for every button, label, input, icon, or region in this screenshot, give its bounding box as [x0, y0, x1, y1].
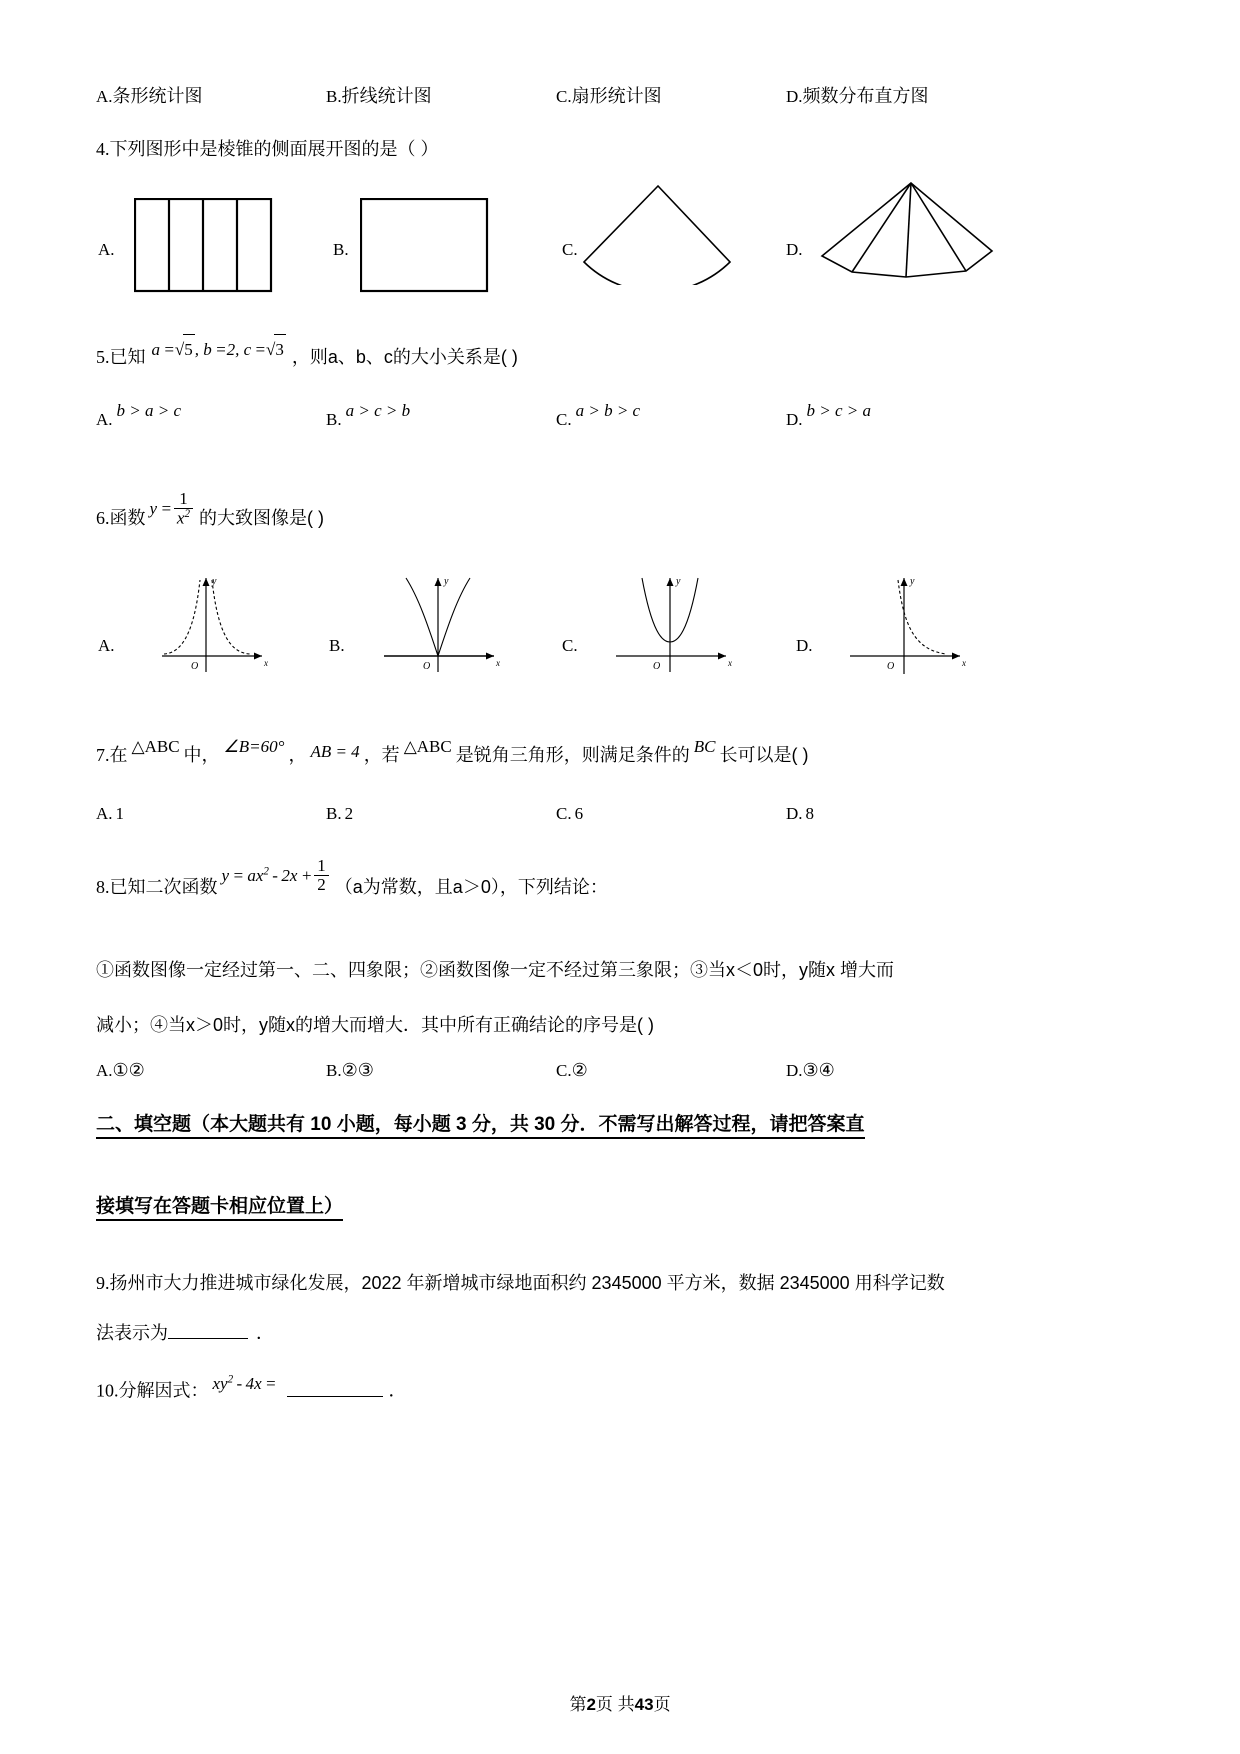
q6-option-b-graph[interactable] [358, 560, 508, 690]
section-2-heading-line2 [96, 1192, 1056, 1222]
q8-option-b-text: ②③ [341, 1060, 374, 1080]
svg-text:y: y [212, 576, 217, 587]
q9-line1 [96, 1268, 1056, 1298]
q8-options-row [96, 1058, 1056, 1083]
q7-option-d-text: 8 [805, 804, 815, 823]
q5-option-d[interactable] [786, 401, 1016, 432]
q6-number: 6. [96, 508, 110, 529]
q10-number: 10. [96, 1380, 119, 1401]
q8-prefix: 已知二次函数 [109, 876, 218, 897]
circular-sector-icon [578, 180, 738, 285]
q8-conclusions-line1: ①函数图像一定经过第一、二、四象限；②函数图像一定不经过第三象限；③当x＜0时，y随x 增大而 [96, 960, 895, 980]
q6-formula: y = $\frac{1}{x^2}$ [150, 499, 196, 518]
q8-formula: $y = ax^2 - 2x$ + $\frac{1}{2}$ [222, 866, 331, 885]
q7-side-ab: AB = 4 [310, 742, 360, 761]
upward-parabola-graph-icon [590, 560, 740, 685]
q8-option-d-label: D. [786, 1061, 803, 1080]
q6-stem-inline [96, 489, 324, 529]
q7-triangle-2: △ABC [403, 737, 452, 756]
svg-text:O: O [423, 661, 431, 672]
q4-stem-text: 下列图形中是棱锥的侧面展开图的是（ ） [109, 139, 439, 159]
svg-text:y: y [910, 576, 915, 587]
q4-option-b-label: B. [333, 240, 349, 259]
q4-option-b-figure[interactable] [360, 198, 490, 298]
q10-suffix: ． [388, 1380, 407, 1401]
q8-option-a-text: ①② [112, 1060, 145, 1080]
q4-number: 4. [96, 139, 110, 159]
q4-figures-row [96, 178, 1056, 298]
q8-option-b-label: B. [326, 1061, 342, 1080]
q6-option-d-label: D. [796, 636, 813, 655]
q6-option-c-label: C. [562, 636, 578, 655]
q6-suffix: 的大致图像是( ) [199, 508, 324, 529]
section-2-desc-line1: （本大题共有 10 小题，每小题 3 分，共 30 分．不需写出解答过程，请把答案直 [191, 1114, 865, 1139]
q4-option-d-figure[interactable] [806, 178, 996, 288]
q7-angle-b: ∠B=60° [223, 737, 285, 756]
svg-text:x: x [496, 658, 500, 668]
q7-option-a[interactable] [96, 802, 326, 826]
q6-graphs-row [96, 560, 1056, 700]
q7-options-row [96, 802, 1056, 826]
footer-total-pages: 43 [634, 1695, 654, 1714]
q4-option-d-label: D. [786, 240, 803, 259]
q5-formula: a =√5 , b =2, c =√3 [152, 340, 286, 359]
q7-option-c-label: C. [556, 804, 572, 823]
q5-stem [96, 342, 1056, 373]
even-reciprocal-square-graph-icon [126, 560, 276, 685]
q7-part-0: 在 [109, 745, 128, 765]
plain-rectangle-icon [360, 198, 490, 293]
q3-option-d-text: 频数分布直方图 [802, 86, 929, 106]
q7-option-d[interactable] [786, 802, 1016, 826]
rectangle-with-vertical-dividers-icon [134, 198, 274, 293]
q7-option-b-text: 2 [344, 804, 354, 823]
section-2-desc-line2: 接填写在答题卡相应位置上） [96, 1196, 343, 1221]
q8-option-c[interactable] [556, 1058, 786, 1083]
q8-stem [96, 856, 1056, 906]
q3-option-a[interactable] [96, 84, 326, 109]
q9-line2-suffix: ． [256, 1323, 274, 1343]
q7-part-8: 是锐角三角形，则满足条件的 [455, 745, 690, 765]
q8-option-d[interactable] [786, 1058, 1016, 1083]
q5-option-a[interactable] [96, 401, 326, 432]
q5-option-b-text: a > c > b [345, 401, 411, 420]
q7-option-a-text: 1 [115, 804, 125, 823]
q8-stem-inline [96, 856, 608, 897]
footer-prefix: 第 [569, 1695, 587, 1714]
q3-option-c-text: 扇形统计图 [571, 86, 662, 106]
q10-answer-blank[interactable] [287, 1380, 383, 1397]
svg-text:O: O [191, 661, 199, 672]
q3-option-c-label: C. [556, 87, 572, 106]
q7-side-bc: BC [693, 737, 716, 756]
q4-stem [96, 134, 1056, 164]
svg-text:x: x [728, 658, 732, 668]
q5-option-a-text: b > a > c [116, 401, 182, 420]
q3-option-d-label: D. [786, 87, 803, 106]
q7-option-b[interactable] [326, 802, 556, 826]
q6-option-b-label: B. [329, 636, 345, 655]
page-content [96, 0, 1056, 1754]
q6-stem [96, 489, 1056, 537]
q7-part-4: ， [288, 745, 307, 765]
q7-number: 7. [96, 745, 110, 765]
q8-condition: （a为常数，且a＞0） [334, 876, 500, 897]
q6-option-c-graph[interactable] [590, 560, 740, 690]
q9-number: 9. [96, 1273, 110, 1293]
q5-options-row [96, 401, 1056, 432]
svg-text:y: y [444, 576, 449, 587]
q7-option-c[interactable] [556, 802, 786, 826]
q8-number: 8. [96, 876, 110, 897]
q8-option-c-text: ② [571, 1060, 588, 1080]
q7-part-6: ，若 [363, 745, 400, 765]
q4-option-c-figure[interactable] [578, 180, 738, 290]
q5-number: 5. [96, 347, 110, 367]
footer-suffix: 页 [653, 1695, 671, 1714]
q10-formula: $xy^2 - 4x$ = [212, 1373, 277, 1393]
q7-option-c-text: 6 [574, 804, 584, 823]
q9-answer-blank[interactable] [168, 1322, 248, 1339]
q4-option-a-figure[interactable] [134, 198, 274, 298]
q3-option-b[interactable] [326, 84, 556, 109]
q7-option-d-label: D. [786, 804, 803, 823]
q8-suffix: ，下列结论： [499, 876, 608, 897]
q3-option-a-label: A. [96, 87, 113, 106]
q7-option-a-label: A. [96, 804, 113, 823]
q4-option-c-label: C. [562, 240, 578, 259]
q3-options-row [96, 84, 1056, 109]
q3-option-a-text: 条形统计图 [112, 86, 203, 106]
svg-text:x: x [962, 658, 966, 668]
q5-option-c-label: C. [556, 410, 572, 429]
fan-with-radial-lines-icon [806, 178, 996, 283]
q10-prefix: 分解因式： [118, 1380, 209, 1401]
q7-stem [96, 737, 1056, 771]
q6-option-a-graph[interactable] [126, 560, 276, 690]
footer-page-number: 2 [586, 1695, 596, 1714]
q5-option-b-label: B. [326, 410, 342, 429]
q6-option-d-graph[interactable] [824, 560, 974, 690]
q3-option-b-label: B. [326, 87, 342, 106]
q8-option-a[interactable] [96, 1058, 326, 1083]
q3-option-c[interactable] [556, 84, 786, 109]
q6-option-a-label: A. [98, 636, 115, 655]
q5-option-d-label: D. [786, 410, 803, 429]
q5-suffix: ，则a、b、c的大小关系是( ) [291, 347, 518, 367]
page-footer [0, 1690, 1240, 1715]
q5-option-c[interactable] [556, 401, 786, 432]
q5-option-a-label: A. [96, 410, 113, 429]
q4-option-a-label: A. [98, 240, 115, 259]
q8-conclusions-line2: 减小；④当x＞0时，y随x的增大而增大．其中所有正确结论的序号是( ) [96, 1015, 654, 1035]
q9-line2 [96, 1318, 1056, 1348]
q7-option-b-label: B. [326, 804, 342, 823]
footer-mid: 页 共 [595, 1695, 635, 1714]
q3-option-d[interactable] [786, 84, 1016, 109]
svg-text:O: O [653, 661, 661, 672]
q6-prefix: 函数 [109, 508, 146, 529]
svg-text:x: x [264, 658, 268, 668]
q5-option-d-text: b > c > a [806, 401, 872, 420]
q8-option-c-label: C. [556, 1061, 572, 1080]
q8-option-d-text: ③④ [802, 1060, 835, 1080]
q5-stem-inline [96, 340, 518, 367]
svg-text:y: y [676, 576, 681, 587]
single-branch-decay-graph-icon [824, 560, 974, 685]
q3-option-b-text: 折线统计图 [341, 86, 432, 106]
section-2-title: 二、填空题 [96, 1114, 191, 1139]
q10-line [96, 1372, 1056, 1407]
q8-option-a-label: A. [96, 1061, 113, 1080]
q7-part-10: 长可以是( ) [719, 745, 809, 765]
section-2-heading-line1 [96, 1110, 1056, 1140]
two-branches-rising-graph-icon [358, 560, 508, 685]
q9-line2-prefix: 法表示为 [96, 1323, 168, 1343]
q7-part-2: 中， [183, 745, 220, 765]
q5-prefix: 已知 [109, 347, 146, 367]
q7-stem-inline [96, 737, 809, 765]
q9-line1-text: 扬州市大力推进城市绿化发展，2022 年新增城市绿地面积约 2345000 平方米，数据 2345000 用科学记数 [109, 1273, 945, 1293]
q5-option-b[interactable] [326, 401, 556, 432]
q8-option-b[interactable] [326, 1058, 556, 1083]
q5-option-c-text: a > b > c [575, 401, 641, 420]
q7-triangle-1: △ABC [131, 737, 180, 756]
svg-text:O: O [887, 661, 895, 672]
